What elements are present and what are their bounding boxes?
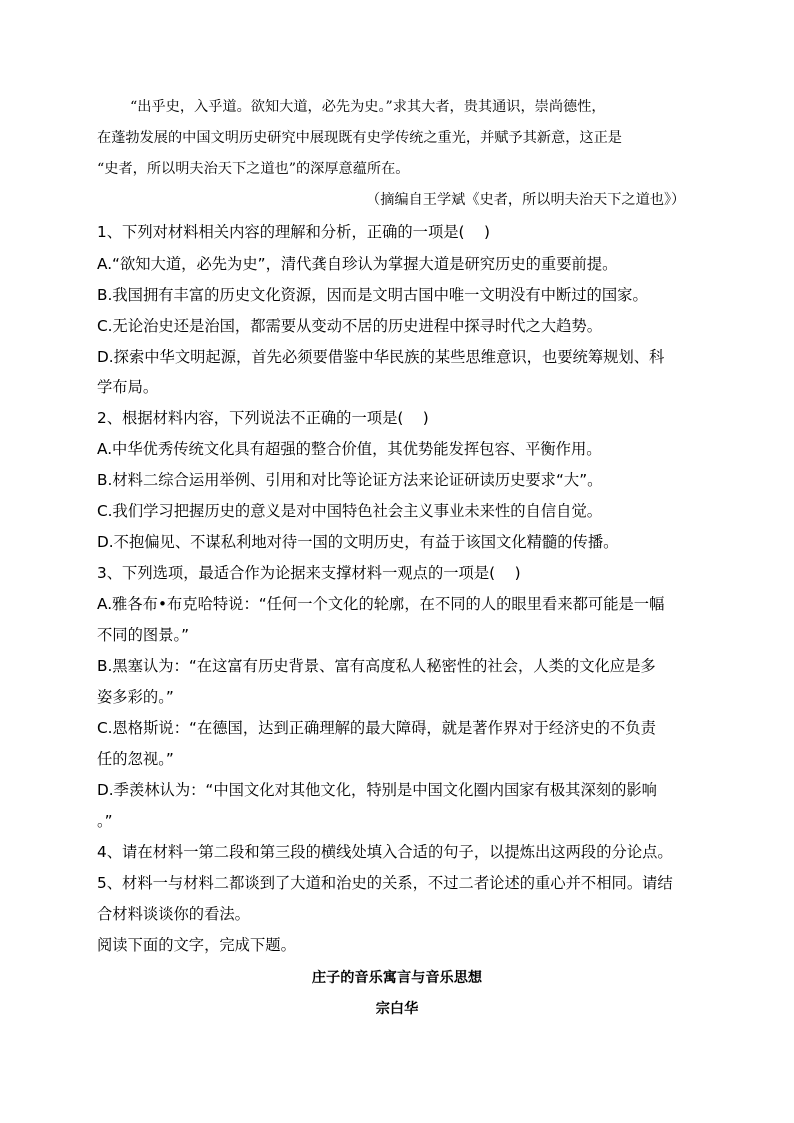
question-2-option-a: A.中华优秀传统文化具有超强的整合价值，其优势能发挥包容、平衡作用。 bbox=[97, 440, 602, 458]
question-3-option-b-cont: 姿多彩的。” bbox=[97, 688, 174, 706]
question-3-option-c: C.恩格斯说：“在德国，达到正确理解的最大障碍，就是著作界对于经济史的不负责 bbox=[97, 719, 656, 737]
question-1-stem: 1、下列对材料相关内容的理解和分析，正确的一项是( ) bbox=[97, 223, 490, 241]
article-author: 宗白华 bbox=[375, 1001, 419, 1017]
question-5-stem: 5、材料一与材料二都谈到了大道和治史的关系，不过二者论述的重心并不相同。请结 bbox=[97, 874, 673, 892]
passage-line-2: 在蓬勃发展的中国文明历史研究中展现既有史学传统之重光，并赋予其新意，这正是 bbox=[97, 130, 622, 146]
question-1-option-d: D.探索中华文明起源，首先必须要借鉴中华民族的某些思维意识，也要统筹规划、科 bbox=[97, 348, 665, 366]
question-1-option-b: B.我国拥有丰富的历史文化资源，因而是文明古国中唯一文明没有中断过的国家。 bbox=[97, 286, 648, 304]
question-5-stem-cont: 合材料谈谈你的看法。 bbox=[97, 905, 250, 923]
question-3-option-b: B.黑塞认为：“在这富有历史背景、富有高度私人秘密性的社会，人类的文化应是多 bbox=[97, 657, 656, 675]
question-1-option-d-cont: 学布局。 bbox=[97, 378, 159, 396]
question-2-option-c: C.我们学习把握历史的意义是对中国特色社会主义事业未来性的自信自觉。 bbox=[97, 502, 603, 520]
passage-source: （摘编自王学斌《史者，所以明夫治天下之道也》） bbox=[366, 192, 686, 208]
question-2-option-d: D.不抱偏见、不谋私利地对待一国的文明历史，有益于该国文化精髓的传播。 bbox=[97, 533, 619, 551]
question-4-stem: 4、请在材料一第二段和第三段的横线处填入合适的句子，以提炼出这两段的分论点。 bbox=[97, 843, 673, 861]
question-3-option-a: A.雅各布•布克哈特说：“任何一个文化的轮廓，在不同的人的眼里看来都可能是一幅 bbox=[97, 595, 665, 613]
reading-instruction: 阅读下面的文字，完成下题。 bbox=[97, 936, 296, 954]
article-title: 庄子的音乐寓言与音乐思想 bbox=[311, 970, 483, 986]
question-1-option-a: A.“欲知大道，必先为史”，清代龚自珍认为掌握大道是研究历史的重要前提。 bbox=[97, 255, 618, 273]
question-1-option-c: C.无论治史还是治国，都需要从变动不居的历史进程中探寻时代之大趋势。 bbox=[97, 317, 603, 335]
question-3-option-a-cont: 不同的图景。” bbox=[97, 626, 190, 644]
question-3-stem: 3、下列选项，最适合作为论据来支撑材料一观点的一项是( ) bbox=[97, 564, 521, 582]
passage-line-1: “出乎史，入乎道。欲知大道，必先为史。”求其大者，贵其通识，崇尚德性， bbox=[130, 99, 606, 115]
question-3-option-d-cont: 。” bbox=[97, 812, 113, 830]
question-2-stem: 2、根据材料内容，下列说法不正确的一项是( ) bbox=[97, 409, 429, 427]
question-3-option-c-cont: 任的忽视。” bbox=[97, 750, 174, 768]
passage-line-3: “史者，所以明夫治天下之道也”的深厚意蕴所在。 bbox=[97, 161, 410, 177]
question-3-option-d: D.季羡林认为：“中国文化对其他文化，特别是中国文化圈内国家有极其深刻的影响 bbox=[97, 781, 657, 799]
question-2-option-b: B.材料二综合运用举例、引用和对比等论证方法来论证研读历史要求“大”。 bbox=[97, 471, 603, 489]
